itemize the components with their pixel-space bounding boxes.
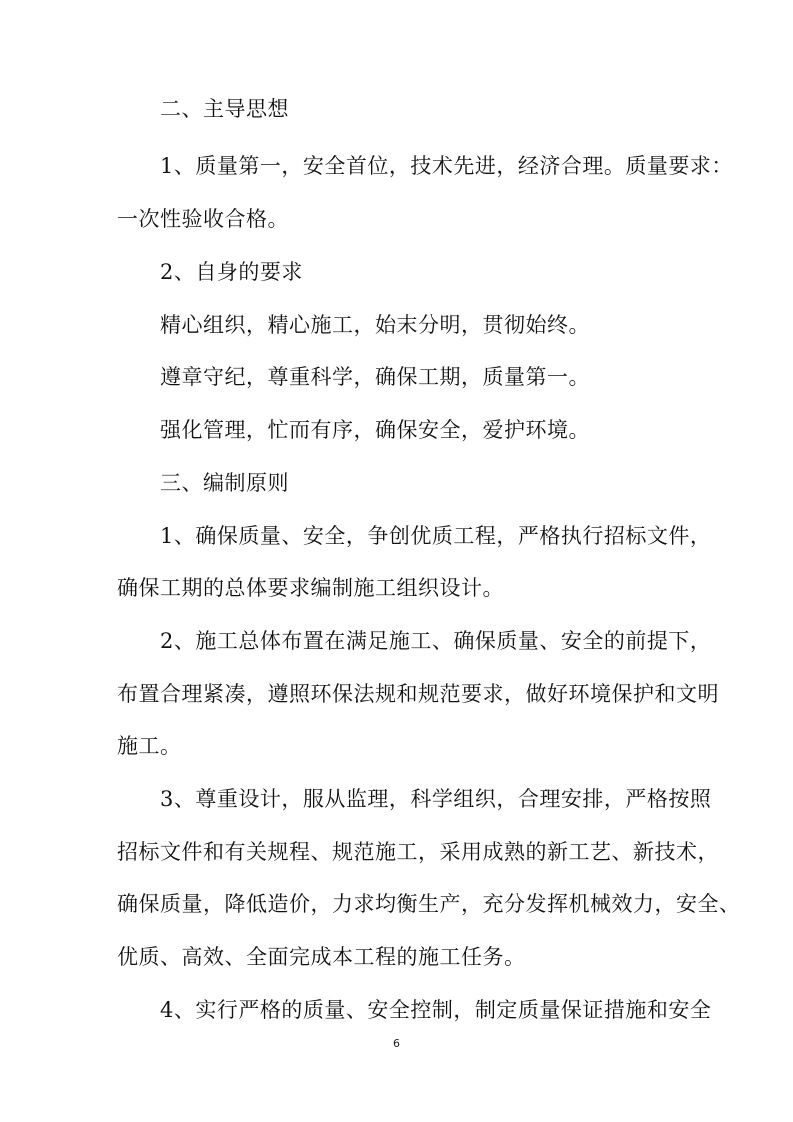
- paragraph-line: 确保工期的总体要求编制施工组织设计。: [117, 576, 504, 600]
- paragraph-line: 优质、高效、全面完成本工程的施工任务。: [117, 945, 526, 969]
- paragraph-line: 精心组织，精心施工，始末分明，贯彻始终。: [160, 313, 590, 337]
- paragraph-line: 遵章守纪，尊重科学，确保工期，质量第一。: [160, 365, 590, 389]
- paragraph-line: 强化管理，忙而有序，确保安全，爱护环境。: [160, 418, 590, 442]
- paragraph-line: 施工。: [117, 734, 182, 758]
- page-number: 6: [393, 1037, 400, 1050]
- paragraph-line: 1、质量第一，安全首位，技术先进，经济合理。质量要求：: [160, 154, 733, 178]
- section-heading: 二、主导思想: [160, 97, 289, 121]
- paragraph-line: 2、自身的要求: [160, 260, 303, 284]
- paragraph-line: 2、施工总体布置在满足施工、确保质量、安全的前提下，: [160, 629, 712, 653]
- paragraph-line: 确保质量，降低造价，力求均衡生产，充分发挥机械效力，安全、: [117, 892, 741, 916]
- paragraph-line: 布置合理紧凑，遵照环保法规和规范要求，做好环境保护和文明: [117, 682, 719, 706]
- section-heading: 三、编制原则: [160, 471, 289, 495]
- paragraph-line: 1、确保质量、安全，争创优质工程，严格执行招标文件，: [160, 524, 712, 548]
- paragraph-line: 一次性验收合格。: [117, 207, 289, 231]
- paragraph-line: 3、尊重设计，服从监理，科学组织，合理安排，严格按照: [160, 787, 712, 811]
- paragraph-line: 招标文件和有关规程、规范施工，采用成熟的新工艺、新技术，: [117, 840, 719, 864]
- paragraph-line: 4、实行严格的质量、安全控制，制定质量保证措施和安全: [160, 998, 712, 1022]
